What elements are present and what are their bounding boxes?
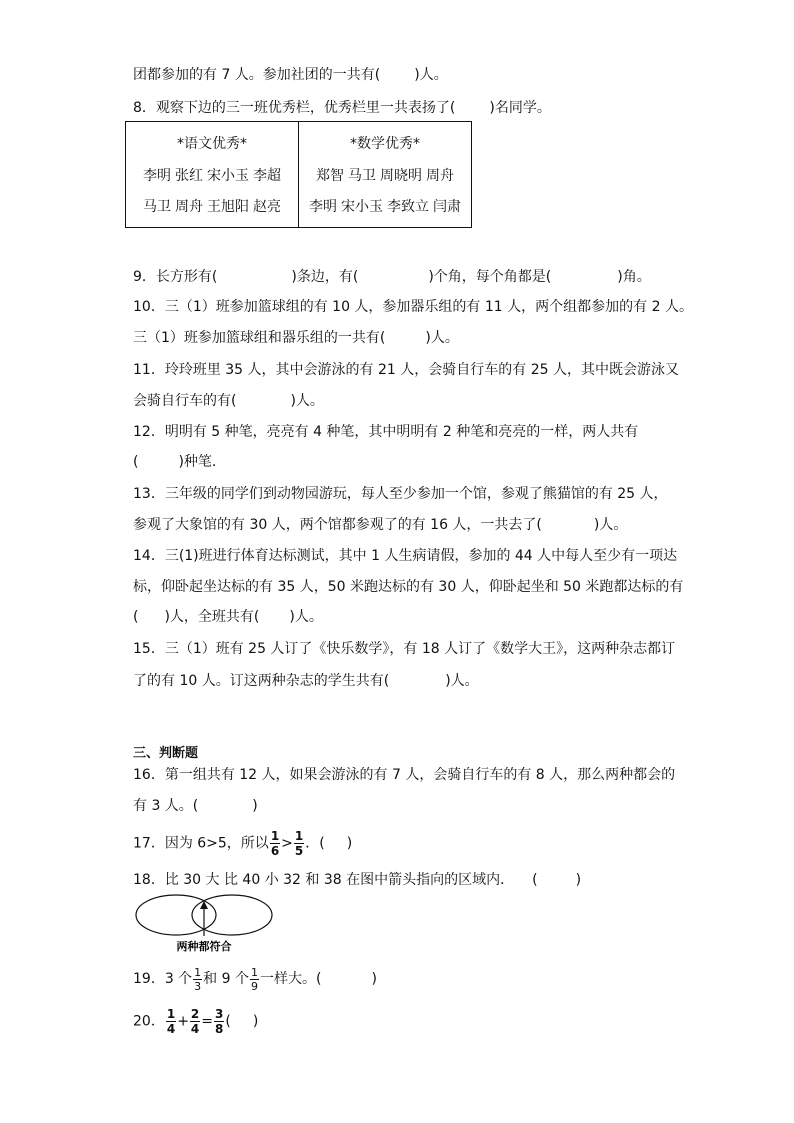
question-11-line-2: 会骑自行车的有( )人。	[133, 393, 324, 409]
fraction-1-6: $\frac{1}{6}$	[270, 829, 280, 858]
fraction-3-8: $\frac{3}{8}$	[215, 1007, 224, 1036]
question-12-line-2: ( )种笔．	[133, 454, 226, 470]
question-19: 19．3 个 $\frac{1}{3}$ 和 9 个 $\frac{1}{9}$ 一样大。( )	[133, 965, 377, 993]
question-14-line-1: 14．三(1)班进行体育达标测试，其中 1 人生病请假，参加的 44 人中每人至少有一项达	[133, 548, 678, 564]
chinese-honor-cell	[126, 122, 299, 228]
fraction-2-4: $\frac{2}{4}$	[190, 1007, 200, 1036]
question-16-line-1: 16．第一组共有 12 人，如果会游泳的有 7 人，会骑自行车的有 8 人，那么两种都会的	[133, 767, 676, 783]
question-15-line-2: 了的有 10 人。订这两种杂志的学生共有( )人。	[133, 673, 479, 689]
fraction-1-5: $\frac{1}{5}$	[294, 829, 304, 858]
question-17: 17．因为 6>5，所以 $\frac{1}{6}$ > $\frac{1}{5}$ ．( )	[133, 829, 353, 858]
section-title-judgement: 三、判断题	[133, 746, 199, 761]
q7-tail: 团都参加的有 7 人。参加社团的一共有( )人。	[133, 67, 448, 83]
question-16-line-2: 有 3 人。( )	[133, 798, 258, 814]
question-10-line-2: 三（1）班参加篮球组和器乐组的一共有( )人。	[133, 330, 459, 346]
question-8: 8．观察下边的三一班优秀栏，优秀栏里一共表扬了( )名同学。	[133, 100, 551, 116]
question-10-line-1: 10．三（1）班参加篮球组的有 10 人，参加器乐组的有 11 人，两个组都参加的有 2 人。	[133, 299, 693, 315]
question-9: 9．长方形有( )条边，有( )个角，每个角都是( )角。	[133, 269, 651, 285]
math-honor-cell	[299, 122, 472, 228]
chinese-honor-row-1: 李明 张红 宋小玉 李超	[143, 168, 281, 184]
math-honor-title: *数学优秀*	[350, 136, 420, 152]
question-11-line-1: 11．玲玲班里 35 人，其中会游泳的有 21 人，会骑自行车的有 25 人，其中既会游泳又	[133, 362, 679, 378]
question-20: 20． $\frac{1}{4}$ + $\frac{2}{4}$ = $\frac{3}{8}$ ( )	[133, 1007, 259, 1036]
question-13-line-1: 13．三年级的同学们到动物园游玩，每人至少参加一个馆，参观了熊猫馆的有 25 人，	[133, 486, 668, 502]
fraction-1-9: $\frac{1}{9}$	[250, 965, 258, 993]
fraction-1-4: $\frac{1}{4}$	[166, 1007, 176, 1036]
question-18: 18．比 30 大 比 40 小 32 和 38 在图中箭头指向的区域内． ( )	[133, 872, 582, 888]
venn-label: 两种都符合	[176, 940, 232, 953]
math-honor-row-1: 郑智 马卫 周晓明 周舟	[316, 168, 454, 184]
question-14-line-3: ( )人，全班共有( )人。	[133, 609, 323, 625]
question-12-line-1: 12．明明有 5 种笔，亮亮有 4 种笔，其中明明有 2 种笔和亮亮的一样，两人共有	[133, 424, 639, 440]
chinese-honor-row-2: 马卫 周舟 王旭阳 赵亮	[143, 199, 281, 215]
question-15-line-1: 15．三（1）班有 25 人订了《快乐数学》，有 18 人订了《数学大王》，这两种杂志都订	[133, 641, 676, 657]
fraction-1-3: $\frac{1}{3}$	[194, 965, 202, 993]
question-13-line-2: 参观了大象馆的有 30 人，两个馆都参观了的有 16 人，一共去了( )人。	[133, 517, 628, 533]
honor-board-table	[125, 121, 472, 228]
chinese-honor-title: *语文优秀*	[177, 136, 247, 152]
question-14-line-2: 标，仰卧起坐达标的有 35 人，50 米跑达标的有 30 人，仰卧起坐和 50 米跑都达标的有	[133, 579, 684, 595]
math-honor-row-2: 李明 宋小玉 李致立 闫肃	[309, 199, 461, 215]
venn-diagram	[130, 890, 280, 955]
